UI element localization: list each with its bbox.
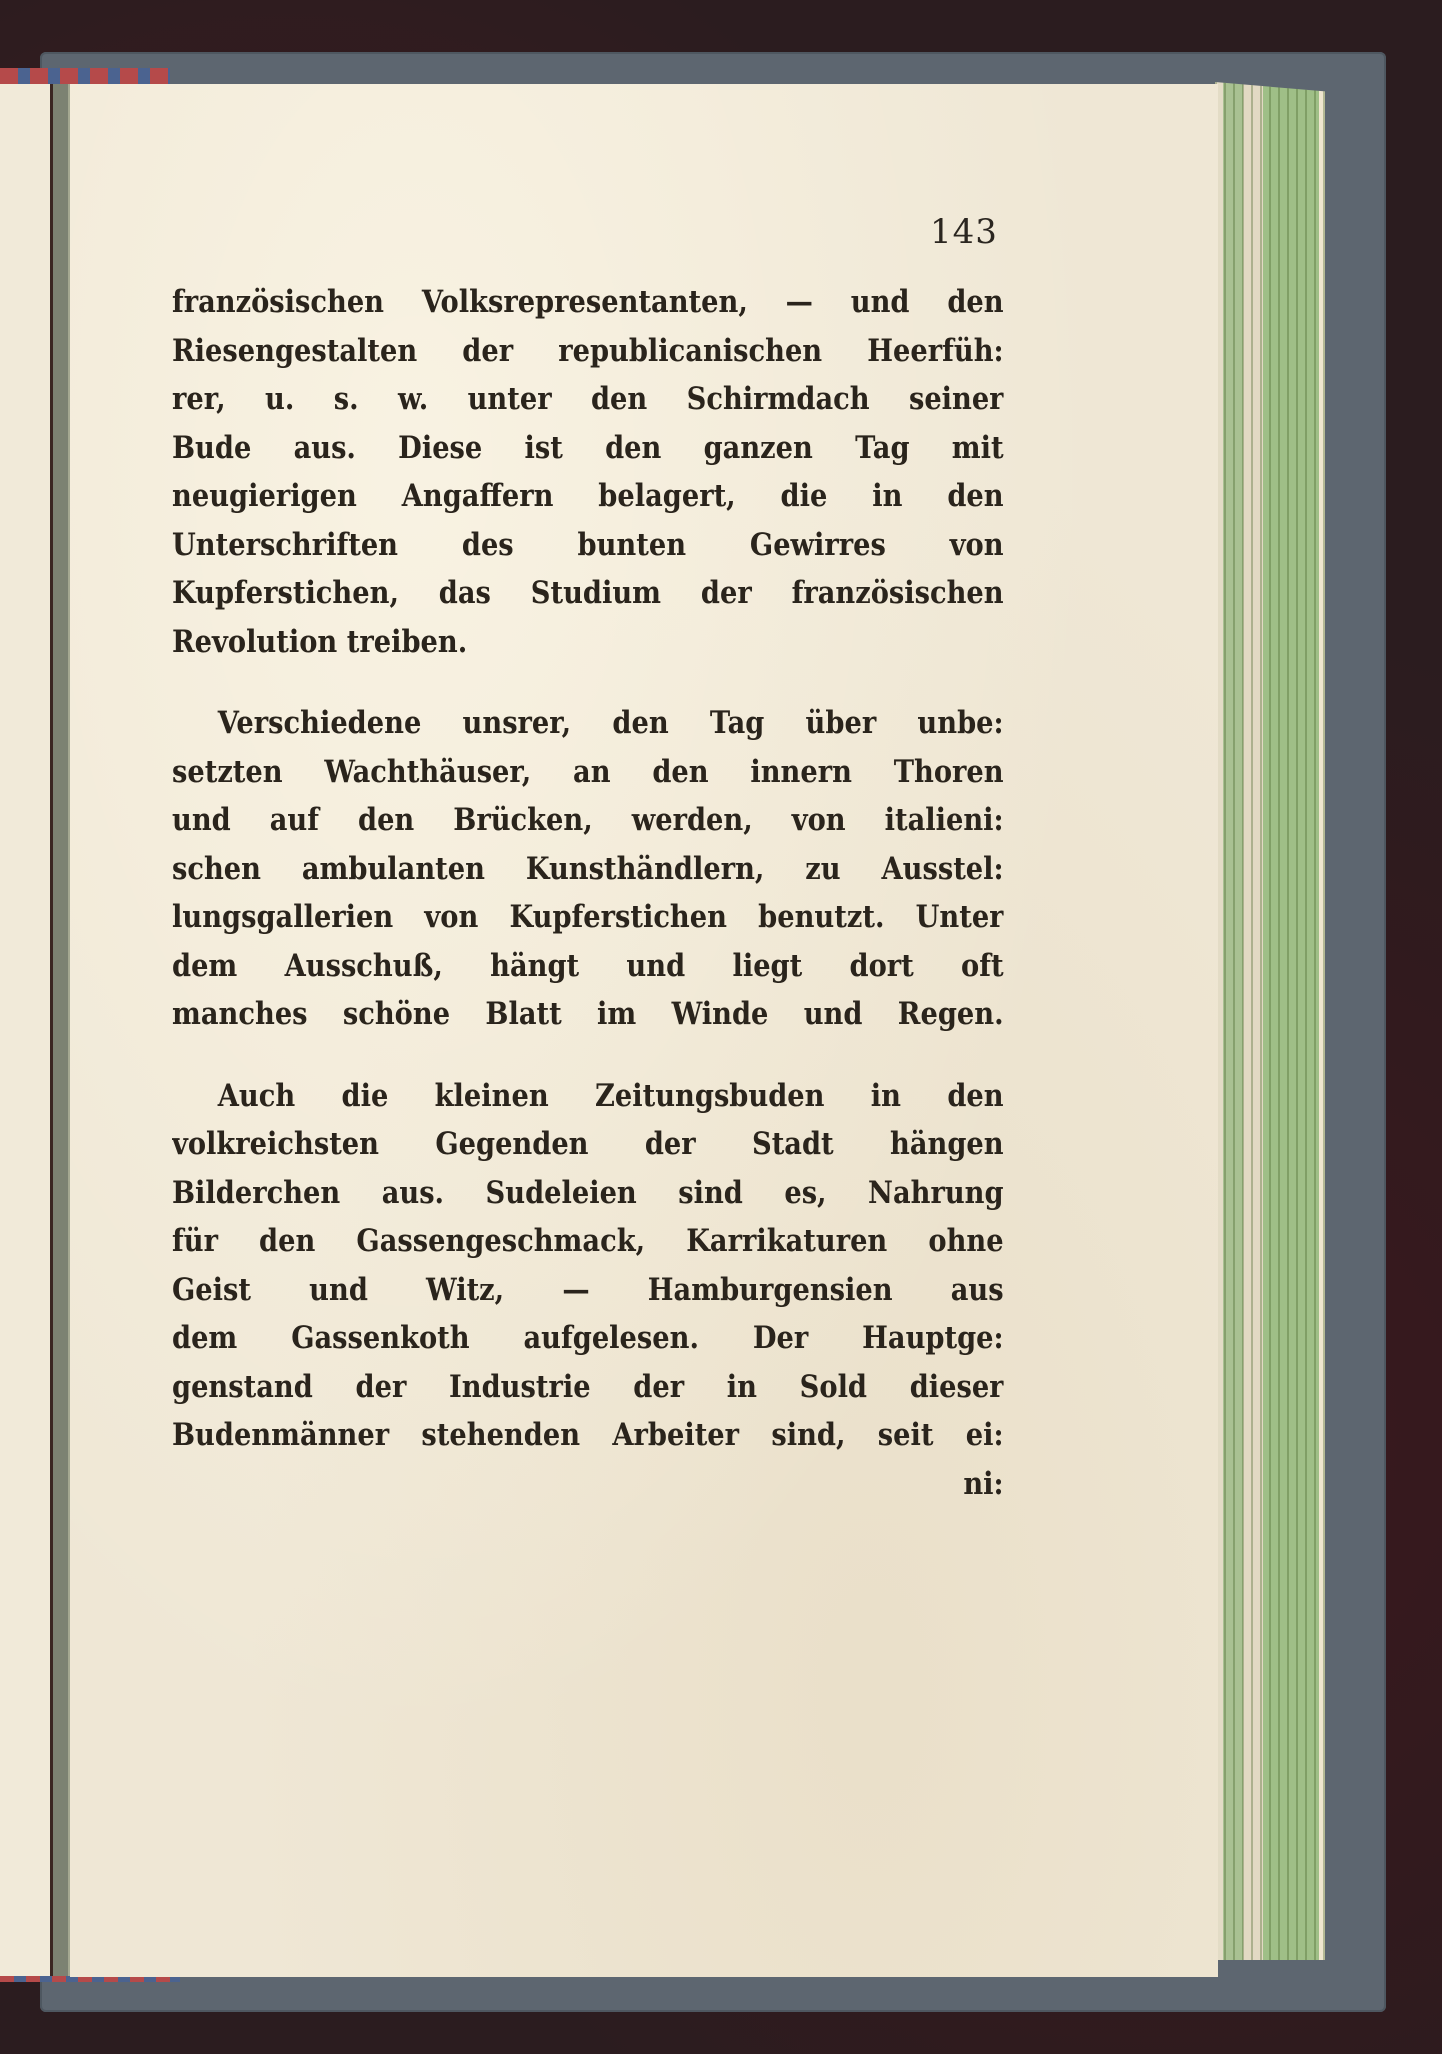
page-text (172, 278, 1004, 1508)
page-number: 143 (930, 212, 998, 252)
text-line: Bude aus. Diese ist den ganzen Tag mit (172, 429, 1004, 466)
text-line: Bilderchen aus. Sudeleien sind es, Nahrung (172, 1174, 1004, 1211)
text-line: volkreichsten Gegenden der Stadt hängen (172, 1126, 1004, 1162)
page-edges-green (1215, 82, 1325, 1960)
paragraph-gap (172, 1039, 1004, 1072)
text-line: Riesengestalten der republicanischen Heerfüh: (172, 332, 1004, 369)
text-line: Unterschriften des bunten Gewirres von (172, 526, 1004, 563)
paragraph-gap (172, 666, 1004, 699)
text-line: rer, u. s. w. unter den Schirmdach seiner (172, 381, 1004, 417)
text-line: Verschiedene unsrer, den Tag über unbe: (217, 705, 1004, 741)
catchword: ni: (963, 1465, 1004, 1502)
text-line: französischen Volksrepresentanten, — und den (172, 284, 1004, 320)
text-line: und auf den Brücken, werden, von italieni: (172, 802, 1004, 838)
text-line: schen ambulanten Kunsthändlern, zu Ausstel: (172, 850, 1004, 887)
text-line: dem Gassenkoth aufgelesen. Der Hauptge: (172, 1320, 1004, 1356)
text-line: neugierigen Angaffern belagert, die in den (172, 478, 1004, 514)
text-line: Revolution treiben. (172, 623, 468, 660)
text-line: dem Ausschuß, hängt und liegt dort oft (172, 947, 1004, 984)
text-line: Kupferstichen, das Studium der französischen (172, 575, 1004, 611)
text-line: für den Gassengeschmack, Karrikaturen ohne (172, 1223, 1004, 1259)
text-line: manches schöne Blatt im Winde und Regen. (172, 996, 1004, 1032)
text-line: Auch die kleinen Zeitungsbuden in den (217, 1077, 1004, 1114)
headband-top (0, 68, 170, 84)
text-line: genstand der Industrie der in Sold dieser (172, 1368, 1004, 1405)
book-gutter (50, 84, 70, 1976)
left-page-edge (0, 84, 50, 1976)
text-line: Geist und Witz, — Hamburgensien aus (172, 1271, 1004, 1308)
text-line: lungsgallerien von Kupferstichen benutzt. Unter (172, 899, 1004, 935)
text-line: Budenmänner stehenden Arbeiter sind, seit ei: (172, 1417, 1004, 1453)
text-line: setzten Wachthäuser, an den innern Thoren (172, 753, 1004, 790)
